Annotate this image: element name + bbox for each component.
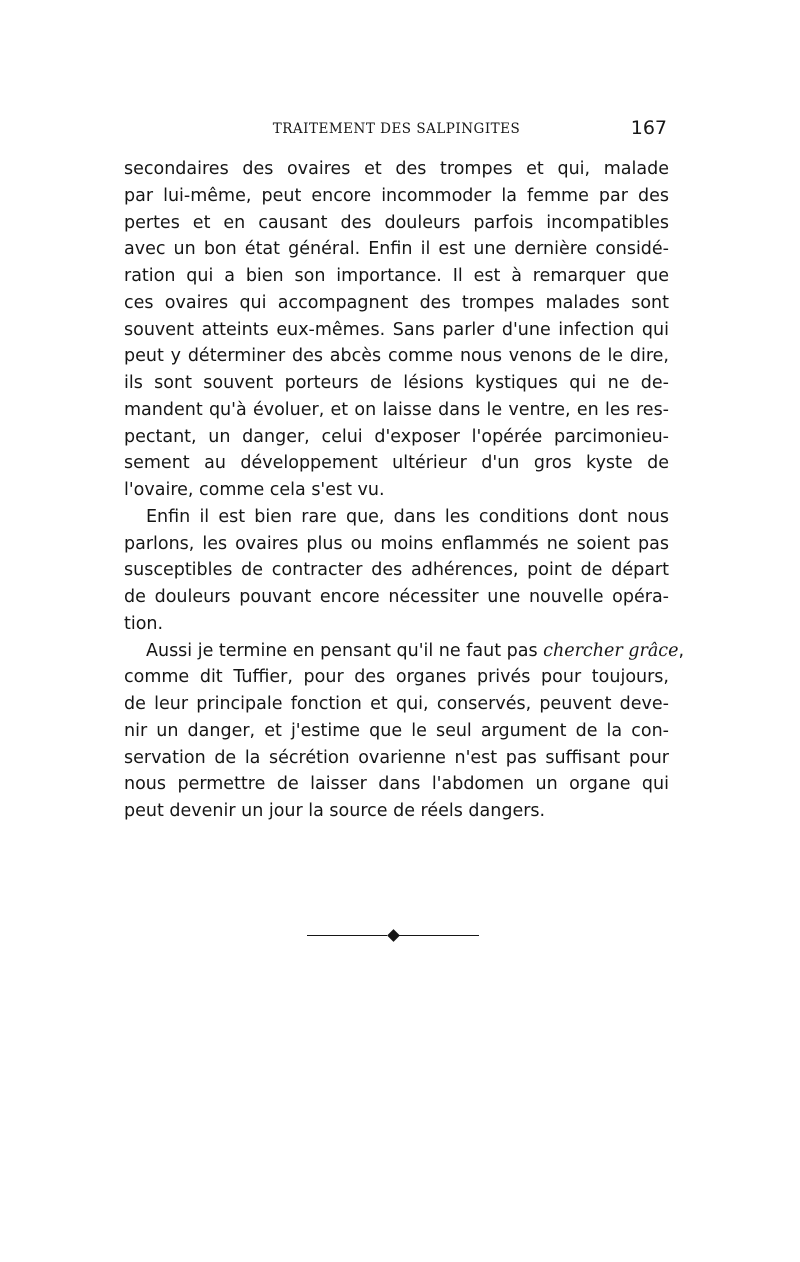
text-line: par lui-même, peut encore incommoder la femme par des bbox=[124, 185, 669, 206]
text-line: parlons, les ovaires plus ou moins enflammés ne soient pas bbox=[124, 533, 669, 554]
text-line: susceptibles de contracter des adhérences, point de départ bbox=[124, 560, 669, 581]
text-line: pectant, un danger, celui d'exposer l'opérée parcimonieu- bbox=[124, 426, 669, 447]
text-line: peut devenir un jour la source de réels dangers. bbox=[124, 801, 546, 821]
ornament-rule-left bbox=[307, 935, 387, 936]
end-ornament bbox=[307, 926, 479, 946]
text-line: pertes et en causant des douleurs parfois incompatibles bbox=[124, 212, 669, 233]
paragraph-1 bbox=[124, 156, 669, 504]
paragraph-3 bbox=[124, 638, 685, 825]
text-line: nir un danger, et j'estime que le seul argument de la con- bbox=[124, 720, 669, 741]
ornament-rule-right bbox=[399, 935, 479, 936]
text-line: ils sont souvent porteurs de lésions kystiques qui ne de- bbox=[124, 373, 669, 393]
text-line: mandent qu'à évoluer, et on laisse dans le ventre, en les res- bbox=[124, 399, 669, 420]
body-text bbox=[124, 156, 685, 825]
text-line: ces ovaires qui accompagnent des trompes malades sont bbox=[124, 292, 669, 313]
text-line: nous permettre de laisser dans l'abdomen un organe qui bbox=[124, 774, 669, 795]
running-title: TRAITEMENT DES SALPINGITES bbox=[272, 121, 521, 137]
text-line: sement au développement ultérieur d'un gros kyste de bbox=[124, 453, 669, 474]
italic-quote: chercher grâce bbox=[543, 640, 679, 661]
text-line: comme dit Tuffier, pour des organes privés pour toujours, bbox=[124, 667, 669, 688]
text-line: servation de la sécrétion ovarienne n'est pas suffisant pour bbox=[124, 747, 669, 768]
paragraph-2 bbox=[124, 504, 669, 638]
running-head bbox=[124, 117, 669, 142]
text-run: , bbox=[678, 640, 685, 661]
text-line: secondaires des ovaires et des trompes et qui, malade bbox=[124, 159, 669, 179]
text-line: ration qui a bien son importance. Il est à remarquer que bbox=[124, 266, 669, 286]
text-line: de leur principale fonction et qui, conservés, peuvent deve- bbox=[124, 694, 669, 714]
text-line: de douleurs pouvant encore nécessiter une nouvelle opéra- bbox=[124, 587, 669, 607]
diamond-icon bbox=[387, 929, 400, 942]
text-line: tion. bbox=[124, 613, 164, 634]
text-line: souvent atteints eux-mêmes. Sans parler d'une infection qui bbox=[124, 319, 669, 340]
text-line: l'ovaire, comme cela s'est vu. bbox=[124, 480, 385, 500]
text-run: Aussi je termine en pensant qu'il ne faut pas bbox=[146, 640, 544, 661]
page-number: 167 bbox=[630, 117, 667, 139]
text-line: avec un bon état général. Enfin il est une dernière considé- bbox=[124, 239, 669, 260]
text-line: Enfin il est bien rare que, dans les conditions dont nous bbox=[146, 506, 669, 527]
text-line: peut y déterminer des abcès comme nous venons de le dire, bbox=[124, 346, 669, 367]
text-line bbox=[124, 638, 685, 665]
